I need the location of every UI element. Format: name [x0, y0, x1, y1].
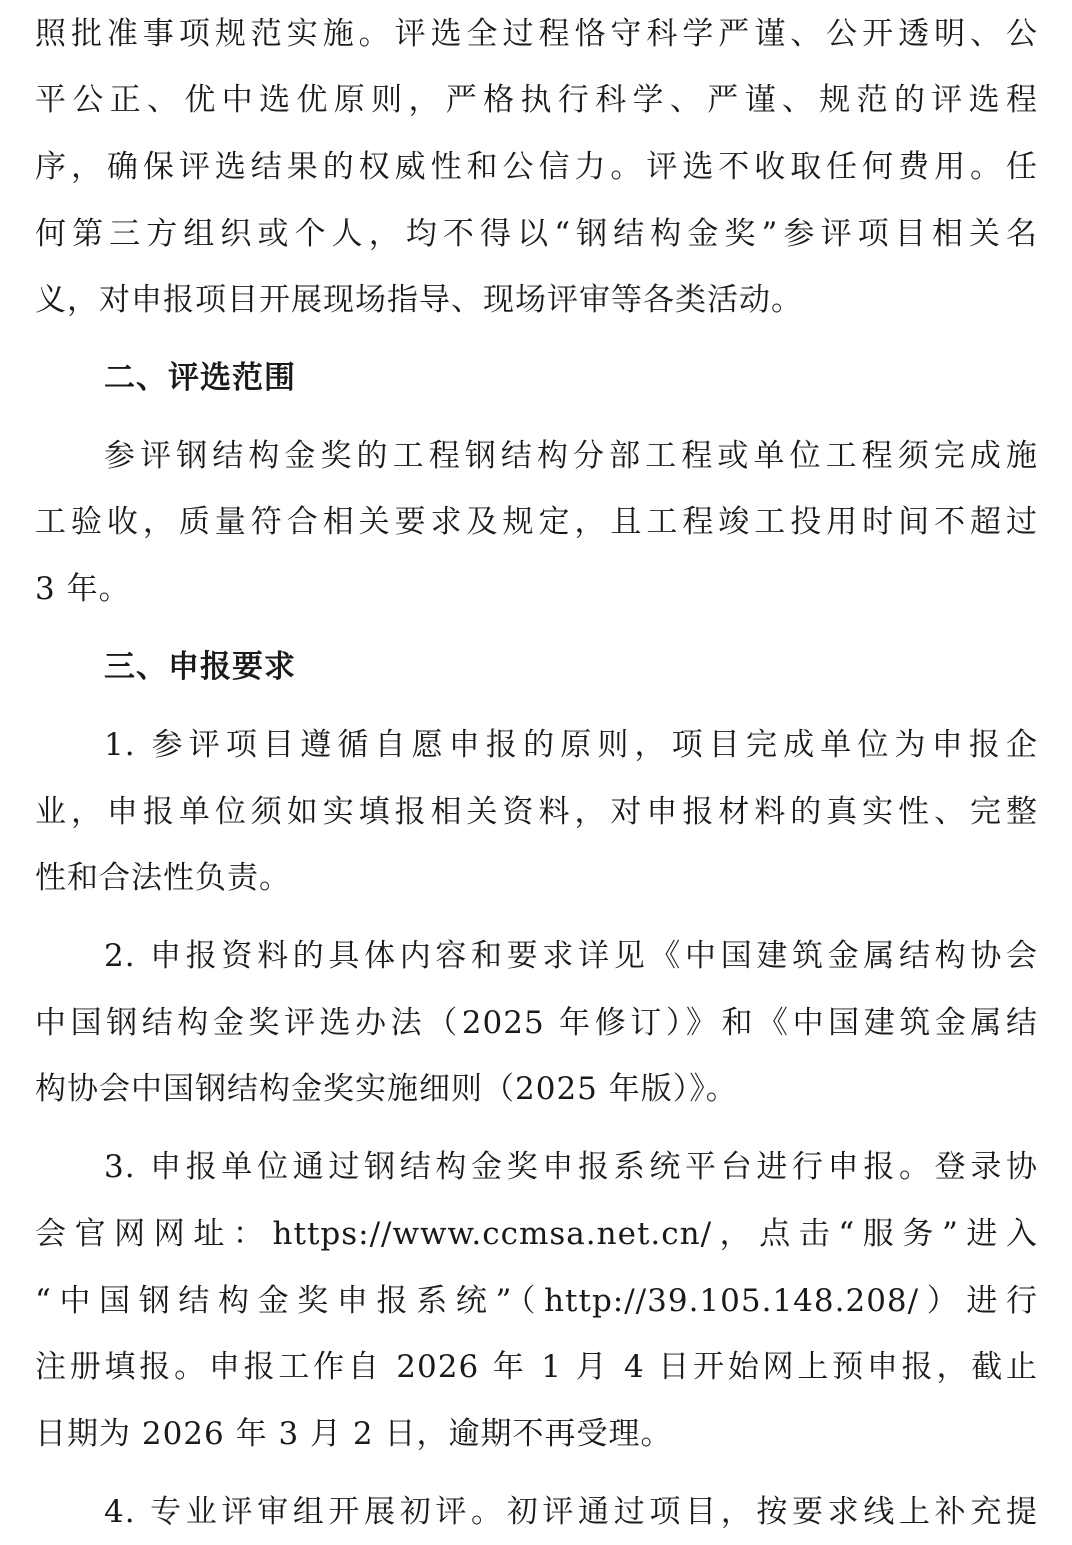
item-2-line-2: 中国钢结构金奖评选办法（2025 年修订）》和《中国建筑金属结: [35, 1005, 1038, 1041]
item-3-line-1: 3. 申报单位通过钢结构金奖申报系统平台进行申报。登录协: [104, 1149, 1038, 1185]
item-3-line-2: 会官网网址：https://www.ccmsa.net.cn/，点击“服务”进入: [35, 1216, 1038, 1252]
item-3-line-5: 日期为 2026 年 3 月 2 日，逾期不再受理。: [35, 1416, 673, 1452]
item-3-line-3: “中国钢结构金奖申报系统”（http://39.105.148.208/）进行: [35, 1283, 1038, 1319]
intro-line-1: 照批准事项规范实施。评选全过程恪守科学严谨、公开透明、公: [35, 16, 1038, 52]
section-2-line-3: 3 年。: [35, 571, 131, 607]
section-3-heading: 三、申报要求: [104, 649, 296, 685]
section-2-heading: 二、评选范围: [104, 360, 296, 396]
item-2-line-3: 构协会中国钢结构金奖实施细则（2025 年版）》。: [35, 1071, 738, 1107]
item-3-line-4: 注册填报。申报工作自 2026 年 1 月 4 日开始网上预申报，截止: [35, 1349, 1038, 1385]
section-2-line-1: 参评钢结构金奖的工程钢结构分部工程或单位工程须完成施: [104, 438, 1038, 474]
item-1-line-2: 业，申报单位须如实填报相关资料，对申报材料的真实性、完整: [35, 794, 1038, 830]
item-2-line-1: 2. 申报资料的具体内容和要求详见《中国建筑金属结构协会: [104, 938, 1038, 974]
intro-line-4: 何第三方组织或个人，均不得以“钢结构金奖”参评项目相关名: [35, 216, 1038, 252]
section-2-line-2: 工验收，质量符合相关要求及规定，且工程竣工投用时间不超过: [35, 504, 1038, 540]
item-4-line-1: 4. 专业评审组开展初评。初评通过项目，按要求线上补充提: [104, 1494, 1038, 1530]
item-1-line-1: 1. 参评项目遵循自愿申报的原则，项目完成单位为申报企: [104, 727, 1038, 763]
item-1-line-3: 性和合法性负责。: [35, 860, 291, 896]
intro-line-2: 平公正、优中选优原则，严格执行科学、严谨、规范的评选程: [35, 82, 1038, 118]
intro-line-5: 义，对申报项目开展现场指导、现场评审等各类活动。: [35, 282, 803, 318]
intro-line-3: 序，确保评选结果的权威性和公信力。评选不收取任何费用。任: [35, 149, 1038, 185]
